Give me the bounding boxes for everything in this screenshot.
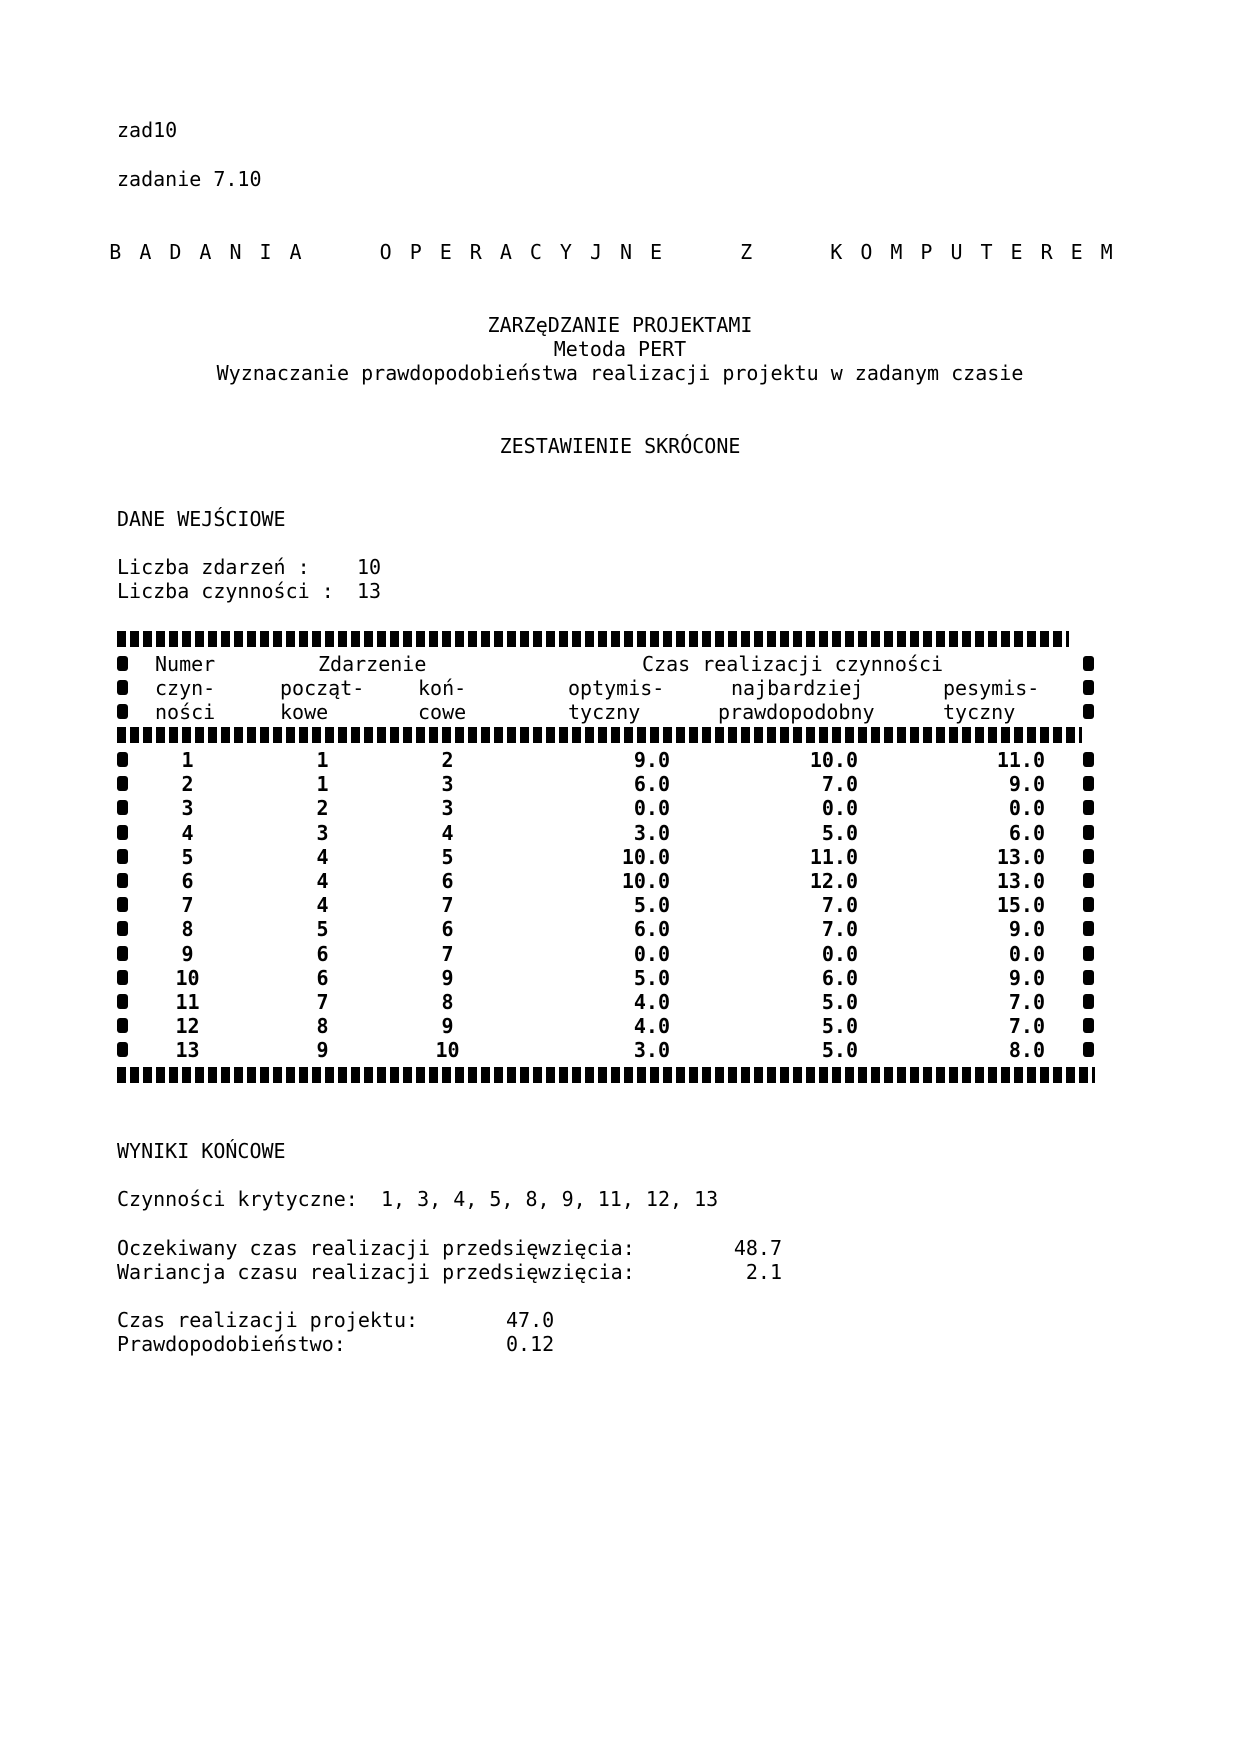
border-marker [117, 1018, 128, 1033]
cell-optimistic: 6.0 [633, 772, 670, 796]
cell-activity: 6 [181, 869, 194, 893]
cell-optimistic: 0.0 [633, 796, 670, 820]
cell-pessimistic: 6.0 [1008, 821, 1045, 845]
cell-most-likely: 11.0 [809, 845, 858, 869]
border-marker [117, 921, 128, 936]
subtitle: Wyznaczanie prawdopodobieństwa realizacji projektu w zadanym czasie [216, 361, 1024, 385]
border-marker [1083, 825, 1094, 840]
cell-activity: 11 [175, 990, 200, 1014]
cell-activity: 8 [181, 917, 194, 941]
cell-optimistic: 5.0 [633, 893, 670, 917]
cell-activity: 1 [181, 748, 194, 772]
cell-most-likely: 5.0 [821, 1014, 858, 1038]
border-marker [117, 849, 128, 864]
header-pes-1: pesymis- [943, 676, 1040, 700]
header-pes-2: tyczny [943, 700, 1016, 724]
header-prob-1: najbardziej [731, 676, 864, 700]
border-marker [117, 704, 128, 719]
cell-end-event: 5 [441, 845, 454, 869]
cell-optimistic: 3.0 [633, 1038, 670, 1062]
border-marker [117, 800, 128, 815]
activities-label: Liczba czynności : [117, 579, 334, 603]
page-title: ZARZęDZANIE PROJEKTAMI [487, 313, 753, 337]
cell-pessimistic: 13.0 [996, 845, 1045, 869]
cell-optimistic: 3.0 [633, 821, 670, 845]
header-end-2: cowe [418, 700, 467, 724]
cell-pessimistic: 9.0 [1008, 966, 1045, 990]
method-label: Metoda PERT [553, 337, 687, 361]
probability-label: Prawdopodobieństwo: [117, 1332, 346, 1356]
events-value: 10 [357, 555, 382, 579]
expected-time-value: 48.7 [733, 1236, 782, 1260]
border-marker [1083, 776, 1094, 791]
cell-most-likely: 0.0 [821, 796, 858, 820]
cell-start-event: 1 [316, 772, 329, 796]
border-marker [117, 946, 128, 961]
cell-activity: 4 [181, 821, 194, 845]
cell-optimistic: 6.0 [633, 917, 670, 941]
cell-activity: 3 [181, 796, 194, 820]
border-marker [1083, 897, 1094, 912]
cell-activity: 13 [175, 1038, 200, 1062]
border-marker [117, 680, 128, 695]
cell-optimistic: 4.0 [633, 990, 670, 1014]
cell-pessimistic: 11.0 [996, 748, 1045, 772]
cell-start-event: 1 [316, 748, 329, 772]
border-marker [1083, 970, 1094, 985]
table-header-separator [117, 727, 1082, 743]
critical-label: Czynności krytyczne: [117, 1187, 358, 1211]
cell-start-event: 4 [316, 893, 329, 917]
cell-pessimistic: 8.0 [1008, 1038, 1045, 1062]
border-marker [1083, 656, 1094, 671]
border-marker [1083, 1018, 1094, 1033]
border-marker [117, 994, 128, 1009]
task-label: zadanie 7.10 [117, 167, 262, 191]
cell-pessimistic: 7.0 [1008, 1014, 1045, 1038]
cell-start-event: 6 [316, 966, 329, 990]
cell-activity: 10 [175, 966, 200, 990]
header-prob-2: prawdopodobny [718, 700, 875, 724]
header-opt-2: tyczny [568, 700, 641, 724]
border-marker [1083, 921, 1094, 936]
cell-most-likely: 7.0 [821, 917, 858, 941]
header-end-1: koń- [418, 676, 467, 700]
cell-end-event: 2 [441, 748, 454, 772]
header-numer: Numer [155, 652, 216, 676]
cell-end-event: 9 [441, 1014, 454, 1038]
cell-pessimistic: 0.0 [1008, 796, 1045, 820]
table-bottom-border [117, 1067, 1095, 1083]
header-num-1: czyn- [155, 676, 216, 700]
cell-end-event: 7 [441, 942, 454, 966]
cell-activity: 5 [181, 845, 194, 869]
border-marker [117, 970, 128, 985]
border-marker [1083, 873, 1094, 888]
cell-optimistic: 5.0 [633, 966, 670, 990]
critical-value: 1, 3, 4, 5, 8, 9, 11, 12, 13 [381, 1187, 719, 1211]
cell-start-event: 4 [316, 869, 329, 893]
file-name: zad10 [117, 118, 178, 142]
border-marker [1083, 849, 1094, 864]
header-opt-1: optymis- [568, 676, 665, 700]
cell-end-event: 8 [441, 990, 454, 1014]
cell-most-likely: 10.0 [809, 748, 858, 772]
expected-time-label: Oczekiwany czas realizacji przedsięwzięcia: [117, 1236, 635, 1260]
cell-end-event: 10 [435, 1038, 460, 1062]
cell-activity: 12 [175, 1014, 200, 1038]
cell-end-event: 3 [441, 796, 454, 820]
project-time-label: Czas realizacji projektu: [117, 1308, 419, 1332]
probability-value: 0.12 [506, 1332, 555, 1356]
cell-most-likely: 7.0 [821, 772, 858, 796]
cell-end-event: 7 [441, 893, 454, 917]
results-heading: WYNIKI KOŃCOWE [117, 1139, 286, 1163]
cell-end-event: 6 [441, 917, 454, 941]
border-marker [1083, 946, 1094, 961]
cell-optimistic: 10.0 [621, 845, 670, 869]
cell-end-event: 3 [441, 772, 454, 796]
border-marker [117, 776, 128, 791]
cell-most-likely: 12.0 [809, 869, 858, 893]
border-marker [1083, 994, 1094, 1009]
header-start-2: kowe [280, 700, 329, 724]
cell-activity: 7 [181, 893, 194, 917]
border-marker [117, 897, 128, 912]
cell-optimistic: 4.0 [633, 1014, 670, 1038]
cell-start-event: 2 [316, 796, 329, 820]
header-num-2: ności [155, 700, 216, 724]
header-zdarzenie: Zdarzenie [318, 652, 427, 676]
cell-start-event: 4 [316, 845, 329, 869]
report-title: ZESTAWIENIE SKRÓCONE [499, 434, 741, 458]
cell-most-likely: 7.0 [821, 893, 858, 917]
cell-most-likely: 5.0 [821, 1038, 858, 1062]
cell-activity: 9 [181, 942, 194, 966]
cell-pessimistic: 0.0 [1008, 942, 1045, 966]
cell-activity: 2 [181, 772, 194, 796]
border-marker [117, 656, 128, 671]
border-marker [1083, 800, 1094, 815]
border-marker [117, 1042, 128, 1057]
cell-most-likely: 6.0 [821, 966, 858, 990]
border-marker [117, 752, 128, 767]
cell-start-event: 6 [316, 942, 329, 966]
border-marker [1083, 680, 1094, 695]
project-time-value: 47.0 [506, 1308, 555, 1332]
input-heading: DANE WEJŚCIOWE [117, 507, 286, 531]
border-marker [1083, 752, 1094, 767]
cell-start-event: 5 [316, 917, 329, 941]
variance-value: 2.1 [745, 1260, 782, 1284]
variance-label: Wariancja czasu realizacji przedsięwzięcia: [117, 1260, 635, 1284]
cell-start-event: 9 [316, 1038, 329, 1062]
cell-optimistic: 0.0 [633, 942, 670, 966]
cell-pessimistic: 9.0 [1008, 772, 1045, 796]
cell-pessimistic: 7.0 [1008, 990, 1045, 1014]
cell-optimistic: 10.0 [621, 869, 670, 893]
header-start-1: począt- [280, 676, 365, 700]
activities-value: 13 [357, 579, 382, 603]
cell-optimistic: 9.0 [633, 748, 670, 772]
header-czas: Czas realizacji czynności [642, 652, 944, 676]
events-label: Liczba zdarzeń : [117, 555, 310, 579]
cell-end-event: 6 [441, 869, 454, 893]
banner: BADANIA OPERACYJNE Z KOMPUTEREM [109, 240, 1131, 264]
table-top-border [117, 631, 1069, 647]
border-marker [117, 825, 128, 840]
cell-start-event: 8 [316, 1014, 329, 1038]
cell-most-likely: 0.0 [821, 942, 858, 966]
border-marker [117, 873, 128, 888]
border-marker [1083, 1042, 1094, 1057]
cell-most-likely: 5.0 [821, 821, 858, 845]
cell-start-event: 3 [316, 821, 329, 845]
border-marker [1083, 704, 1094, 719]
cell-pessimistic: 13.0 [996, 869, 1045, 893]
cell-pessimistic: 15.0 [996, 893, 1045, 917]
cell-pessimistic: 9.0 [1008, 917, 1045, 941]
cell-end-event: 9 [441, 966, 454, 990]
cell-start-event: 7 [316, 990, 329, 1014]
cell-end-event: 4 [441, 821, 454, 845]
cell-most-likely: 5.0 [821, 990, 858, 1014]
